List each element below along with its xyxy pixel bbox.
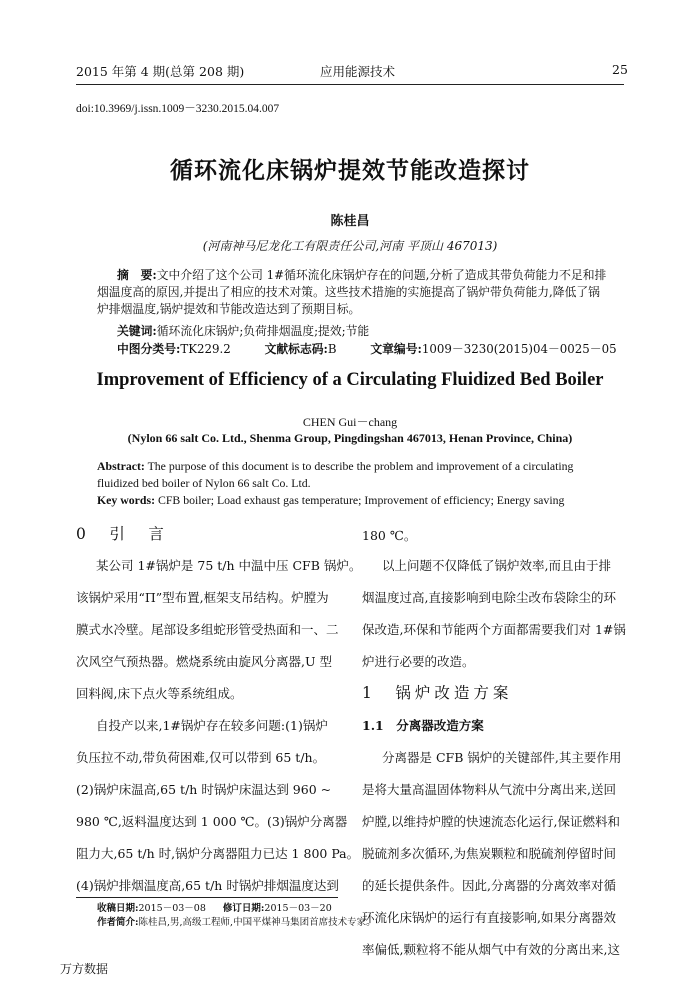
clc-value: TK229.2: [180, 342, 231, 356]
keywords-label: 关键词:: [117, 324, 157, 338]
header-issue: 2015 年第 4 期(总第 208 期): [76, 64, 245, 79]
doi: doi:10.3969/j.issn.1009－3230.2015.04.007: [76, 103, 280, 115]
english-keywords: [97, 493, 564, 508]
body-line: 该锅炉采用“П”型布置,框架支吊结构。炉膛为: [76, 590, 329, 605]
english-keywords-text: CFB boiler; Load exhaust gas temperature; Improvement of efficiency; Energy saving: [157, 493, 565, 507]
header-journal: 应用能源技术: [320, 64, 396, 79]
body-line: 180 ℃。: [362, 528, 417, 543]
clc-label: 中图分类号:: [117, 342, 181, 356]
abstract-text: 文中介绍了这个公司 1#循环流化床锅炉存在的问题,分析了造成其带负荷能力不足和排烟温度高的原因,并提出了相应的技术对策。这些技术措施的实施提高了锅炉带负荷能力,降低了锅炉排烟温度,锅炉提效和节能改造达到了预期目标。: [97, 268, 607, 316]
body-line: 率偏低,颗粒将不能从烟气中有效的分离出来,这: [362, 942, 620, 957]
body-line: 的延长提供条件。因此,分离器的分离效率对循: [362, 878, 616, 893]
affiliation: (河南神马尼龙化工有限责任公司,河南 平顶山 467013): [202, 239, 498, 253]
english-author: CHEN Gui－chang: [302, 415, 398, 429]
bio-text: 陈桂昌,男,高级工程师,中国平煤神马集团首席技术专家。: [138, 917, 376, 928]
english-abstract-label: Abstract:: [97, 459, 145, 473]
article-no-label: 文章编号:: [370, 342, 422, 356]
revised-label: 修订日期:: [222, 903, 265, 914]
abstract-cn: [97, 267, 607, 318]
body-line: 负压拉不动,带负荷困难,仅可以带到 65 t/h。: [76, 750, 326, 765]
body-line: 回料阀,床下点火等系统组成。: [76, 686, 243, 701]
body-line: 膜式水冷壁。尾部设多组蛇形管受热面和一、二: [76, 622, 339, 637]
english-abstract-text: The purpose of this document is to describe the problem and improvement of a circulating fluidized bed boiler of Nylon 66 salt Co. Ltd.: [97, 459, 574, 490]
doc-code-label: 文献标志码:: [264, 342, 328, 356]
watermark-text: 万方数据: [60, 962, 109, 976]
subsection-1-1-title: 1.1 分离器改造方案: [362, 718, 484, 733]
header-rule: [76, 84, 624, 85]
body-line: 以上问题不仅降低了锅炉效率,而且由于排: [382, 558, 611, 573]
body-line: (4)锅炉排烟温度高,65 t/h 时锅炉排烟温度达到: [76, 878, 339, 893]
body-line: 分离器是 CFB 锅炉的关键部件,其主要作用: [382, 750, 622, 765]
section-1-title: 1 锅炉改造方案: [362, 684, 513, 702]
body-line: 是将大量高温固体物料从气流中分离出来,送回: [362, 782, 616, 797]
english-abstract: [97, 458, 609, 492]
body-line: 自投产以来,1#锅炉存在较多问题:(1)锅炉: [96, 718, 328, 733]
bio-label: 作者简介:: [97, 917, 139, 928]
author: 陈桂昌: [330, 214, 370, 229]
body-line: 保改造,环保和节能两个方面都需要我们对 1#锅: [362, 622, 626, 637]
footnote-bio: [97, 916, 385, 929]
body-line: 某公司 1#锅炉是 75 t/h 中温中压 CFB 锅炉。: [96, 558, 362, 573]
paper-title: 循环流化床锅炉提效节能改造探讨: [170, 157, 530, 184]
article-no-value: 1009－3230(2015)04－0025－05: [421, 342, 617, 356]
header-page-number: 25: [612, 62, 628, 77]
body-line: 脱硫剂多次循环,为焦炭颗粒和脱硫剂停留时间: [362, 846, 616, 861]
abstract-label: 摘 要:: [117, 268, 157, 282]
received-label: 收稿日期:: [97, 903, 139, 914]
english-keywords-label: Key words:: [97, 493, 155, 507]
received-date: 2015－03－08: [138, 903, 206, 914]
body-line: (2)锅炉床温高,65 t/h 时锅炉床温达到 960 ~: [76, 782, 332, 797]
revised-date: 2015－03－20: [264, 903, 332, 914]
footnote-rule: [76, 897, 338, 898]
body-line: 980 ℃,返料温度达到 1 000 ℃。(3)锅炉分离器: [76, 814, 348, 829]
keywords-cn: [117, 322, 369, 339]
english-affiliation: (Nylon 66 salt Co. Ltd., Shenma Group, Pingdingshan 467013, Henan Province, China): [127, 431, 573, 445]
footnote-dates: [97, 902, 332, 915]
doc-code-value: B: [327, 342, 337, 356]
body-line: 炉膛,以维持炉膛的快速流态化运行,保证燃料和: [362, 814, 620, 829]
body-line: 环流化床锅炉的运行有直接影响,如果分离器效: [362, 910, 616, 925]
english-title: Improvement of Efficiency of a Circulating Fluidized Bed Boiler: [96, 370, 604, 390]
keywords-text: 循环流化床锅炉;负荷排烟温度;提效;节能: [156, 324, 370, 338]
body-line: 次风空气预热器。燃烧系统由旋风分离器,U 型: [76, 654, 332, 669]
classification-line: [117, 340, 617, 357]
section-0-title: 0 引 言: [76, 525, 168, 543]
body-line: 炉进行必要的改造。: [362, 654, 475, 669]
body-line: 烟温度过高,直接影响到电除尘改布袋除尘的环: [362, 590, 616, 605]
body-line: 阻力大,65 t/h 时,锅炉分离器阻力已达 1 800 Pa。: [76, 846, 360, 861]
